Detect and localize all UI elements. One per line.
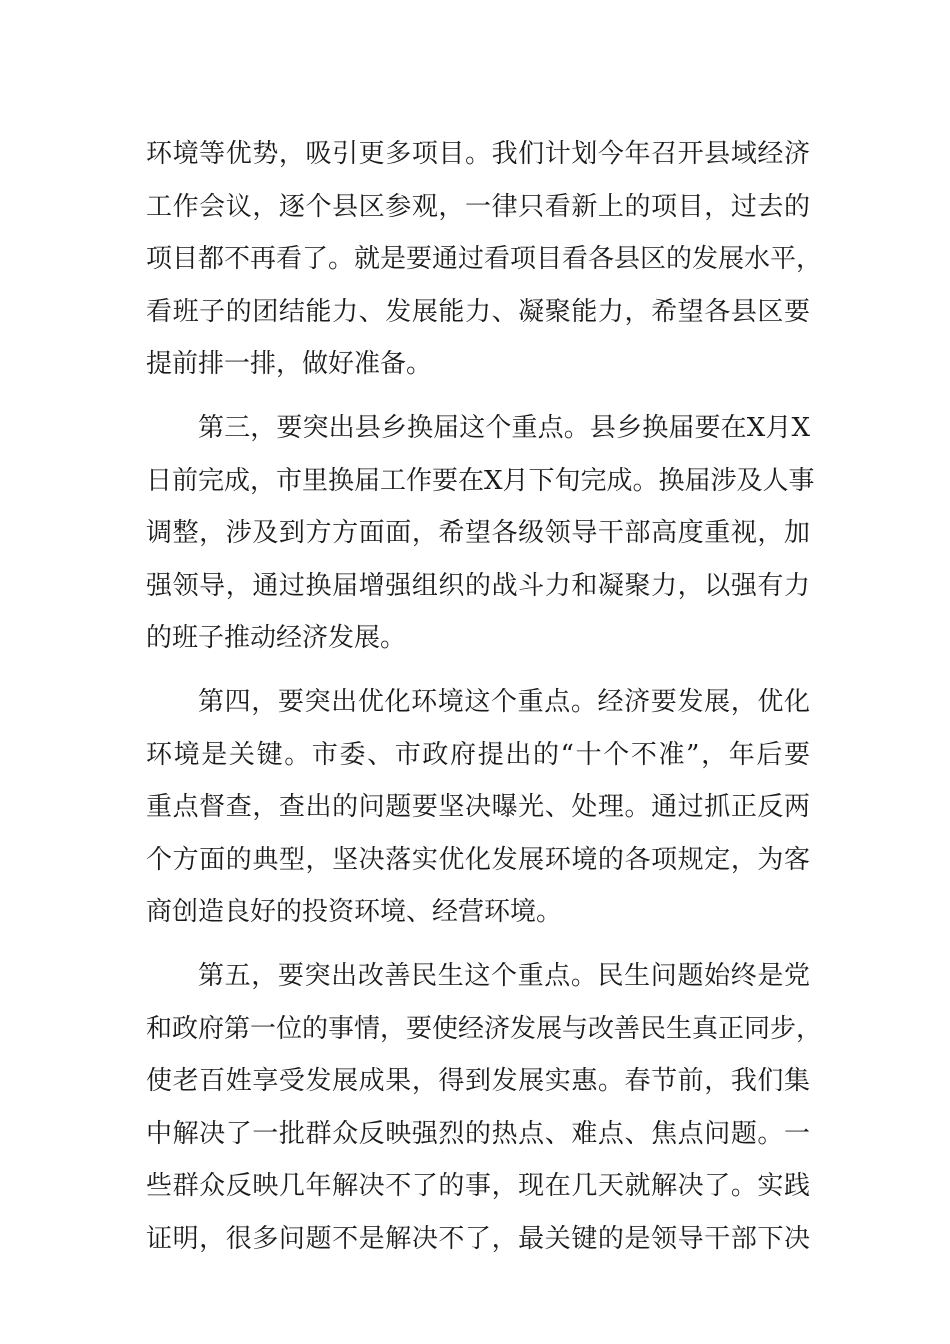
text-line: 重点督查，查出的问题要坚决曝光、处理。通过抓正反两 <box>146 792 810 823</box>
text-line: 环境等优势，吸引更多项目。我们计划今年召开县域经济 <box>146 139 810 169</box>
text-line: 的班子推动经济发展。 <box>146 623 407 654</box>
text-line: 强领导，通过换届增强组织的战斗力和凝聚力，以强有力 <box>146 570 810 601</box>
text-line: 提前排一排，做好准备。 <box>146 349 433 380</box>
paragraph-3 <box>146 676 810 939</box>
text-line: 第三，要突出县乡换届这个重点。县乡换届要在X月X <box>198 412 810 443</box>
text-line: 第四，要突出优化环境这个重点。经济要发展，优化 <box>198 686 810 717</box>
text-line: 环境是关键。市委、市政府提出的“十个不准”，年后要 <box>146 739 810 770</box>
text-line: 日前完成，市里换届工作要在X月下旬完成。换届涉及人事 <box>146 465 815 496</box>
text-line: 第五，要突出改善民生这个重点。民生问题始终是党 <box>198 960 810 991</box>
document-body <box>146 128 823 1265</box>
text-line: 看班子的团结能力、发展能力、凝聚能力，希望各县区要 <box>146 296 810 327</box>
text-line: 使老百姓享受发展成果，得到发展实惠。春节前，我们集 <box>146 1066 810 1097</box>
text-line: 证明，很多问题不是解决不了，最关键的是领导干部下决 <box>146 1223 810 1254</box>
text-line: 中解决了一批群众反映强烈的热点、难点、焦点问题。一 <box>146 1118 810 1149</box>
text-line: 工作会议，逐个县区参观，一律只看新上的项目，过去的 <box>146 191 810 222</box>
paragraph-4 <box>146 950 823 1266</box>
paragraph-2 <box>146 402 815 665</box>
text-line: 个方面的典型，坚决落实优化发展环境的各项规定，为客 <box>146 844 810 875</box>
text-line: 和政府第一位的事情，要使经济发展与改善民生真正同步， <box>146 1013 823 1044</box>
text-line: 商创造良好的投资环境、经营环境。 <box>146 897 563 928</box>
text-line: 些群众反映几年解决不了的事，现在几天就解决了。实践 <box>146 1171 810 1202</box>
text-line: 项目都不再看了。就是要通过看项目看各县区的发展水平， <box>146 244 823 275</box>
text-line: 调整，涉及到方方面面，希望各级领导干部高度重视，加 <box>146 518 810 549</box>
paragraph-1 <box>146 128 823 391</box>
